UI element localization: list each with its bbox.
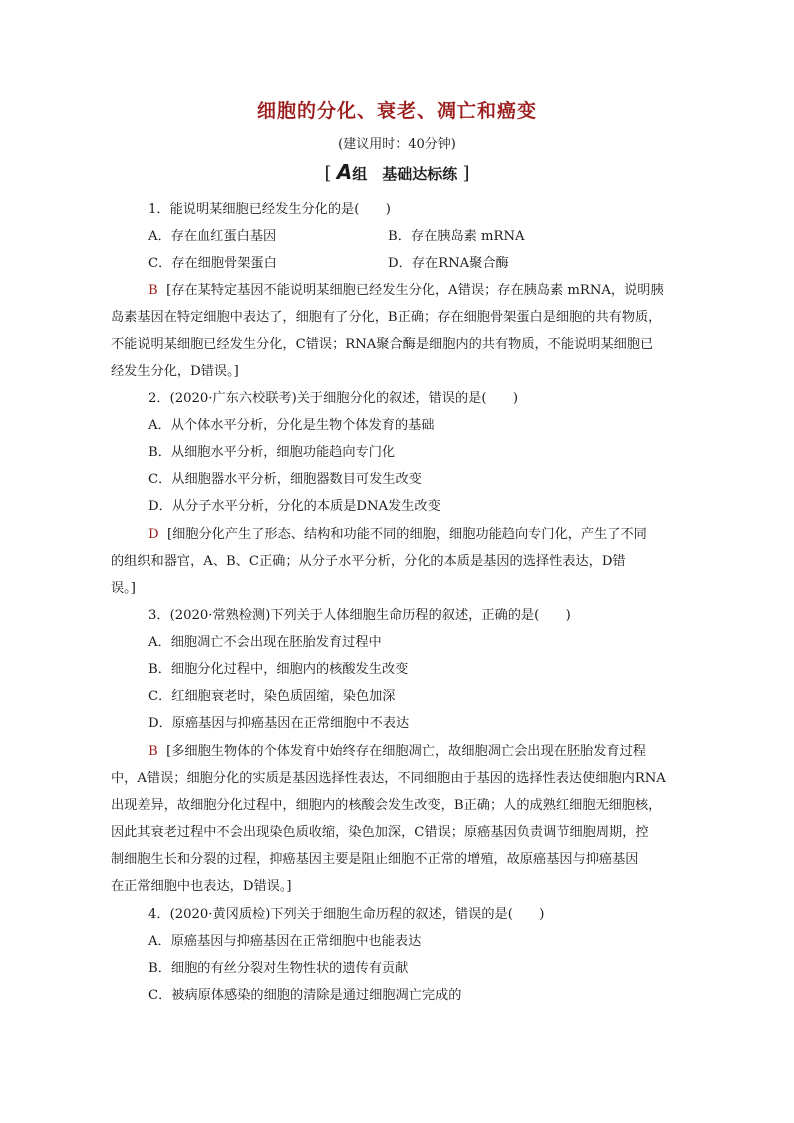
question-1-option-a: A．存在血红蛋白基因 (148, 229, 277, 244)
question-1-explanation-line: 岛素基因在特定细胞中表达了，细胞有了分化，B正确；存在细胞骨架蛋白是细胞的共有物质， (111, 310, 662, 325)
question-2-option-d: D．从分子水平分析，分化的本质是DNA发生改变 (148, 499, 441, 514)
question-1-option-d: D．存在RNA聚合酶 (388, 256, 509, 271)
question-3-explanation-line: 中，A错误；细胞分化的实质是基因选择性表达，不同细胞由于基因的选择性表达使细胞内RNA (111, 771, 666, 786)
question-3-stem: 3．(2020·常熟检测)下列关于人体细胞生命历程的叙述，正确的是( ) (148, 608, 571, 623)
question-3-explanation-line (148, 740, 646, 759)
explanation-text: [细胞分化产生了形态、结构和功能不同的细胞，细胞功能趋向专门化，产生了不同 (166, 527, 647, 542)
question-2-option-a: A．从个体水平分析，分化是生物个体发育的基础 (148, 418, 435, 433)
question-3-explanation-line: 因此其衰老过程中不会出现染色质收缩，染色加深，C错误；原癌基因负责调节细胞周期，控 (111, 825, 649, 840)
question-3-explanation-line: 制细胞生长和分裂的过程，抑癌基因主要是阻止细胞不正常的增殖，故原癌基因与抑癌基因 (111, 852, 639, 867)
question-1-stem: 1．能说明某细胞已经发生分化的是( ) (148, 202, 391, 217)
question-2-option-c: C．从细胞器水平分析，细胞器数目可发生改变 (148, 472, 422, 487)
group-label: 组 基础达标练 (352, 165, 458, 183)
question-3-answer: B (148, 744, 158, 759)
explanation-text: [存在某特定基因不能说明某细胞已经发生分化，A错误；存在胰岛素 mRNA，说明胰 (166, 283, 664, 298)
question-1-explanation-line: 不能说明某细胞已经发生分化，C错误；RNA聚合酶是细胞内的共有物质，不能说明某细胞已 (111, 337, 654, 352)
bracket-open: [ (324, 163, 332, 184)
question-2-explanation-line (148, 523, 647, 542)
question-1-option-c: C．存在细胞骨架蛋白 (148, 256, 277, 271)
question-1-option-b: B．存在胰岛素 mRNA (388, 229, 525, 244)
question-3-explanation-line: 在正常细胞中也表达，D错误。] (111, 879, 292, 894)
question-3-explanation-line: 出现差异，故细胞分化过程中，细胞内的核酸会发生改变，B正确；人的成熟红细胞无细胞核， (111, 798, 662, 813)
question-3-option-a: A．细胞凋亡不会出现在胚胎发育过程中 (148, 635, 382, 650)
question-3-option-b: B．细胞分化过程中，细胞内的核酸发生改变 (148, 662, 409, 677)
question-3-option-d: D．原癌基因与抑癌基因在正常细胞中不表达 (148, 716, 410, 731)
question-2-explanation-line: 误。] (111, 581, 136, 596)
question-4-option-b: B．细胞的有丝分裂对生物性状的遗传有贡献 (148, 961, 409, 976)
question-2-stem: 2．(2020·广东六校联考)关于细胞分化的叙述，错误的是( ) (148, 391, 519, 406)
question-2-answer: D (148, 527, 159, 542)
question-1-answer: B (148, 283, 158, 298)
page-title: 细胞的分化、衰老、凋亡和癌变 (256, 100, 537, 122)
question-3-option-c: C．红细胞衰老时，染色质固缩，染色加深 (148, 689, 396, 704)
group-heading (0, 160, 794, 184)
bracket-close: ] (462, 163, 470, 184)
group-letter: A (336, 160, 353, 184)
question-2-explanation-line: 的组织和器官，A、B、C正确；从分子水平分析，分化的本质是基因的选择性表达，D错 (111, 554, 626, 569)
suggested-time: (建议用时：40分钟) (338, 137, 456, 152)
question-1-explanation-line: 经发生分化，D错误。] (111, 364, 239, 379)
question-4-stem: 4．(2020·黄冈质检)下列关于细胞生命历程的叙述，错误的是( ) (148, 907, 545, 922)
question-4-option-a: A．原癌基因与抑癌基因在正常细胞中也能表达 (148, 934, 422, 949)
explanation-text: [多细胞生物体的个体发育中始终存在细胞凋亡，故细胞凋亡会出现在胚胎发育过程 (166, 744, 646, 759)
question-4-option-c: C．被病原体感染的细胞的清除是通过细胞凋亡完成的 (148, 988, 462, 1003)
question-2-option-b: B．从细胞水平分析，细胞功能趋向专门化 (148, 445, 396, 460)
question-1-explanation-line (148, 279, 664, 298)
